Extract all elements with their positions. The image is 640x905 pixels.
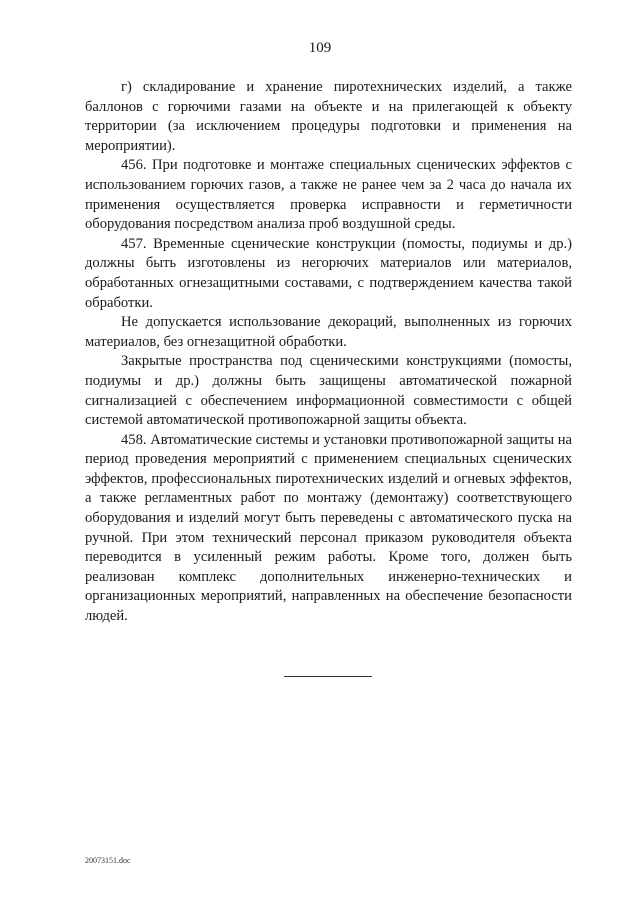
paragraph-closed-spaces: Закрытые пространства под сценическими конструкциями (помосты, подиумы и др.) должны быть защищены автоматической пожарной сигнализацией с обеспечением информационной совместимости с общей системой автоматической противопожарной защиты объекта. xyxy=(85,353,572,429)
document-body xyxy=(85,78,572,627)
paragraph-456: 456. При подготовке и монтаже специальных сценических эффектов с использованием горючих газов, а также не ранее чем за 2 часа до начала их применения осуществляется проверка исправности и герметичности оборудования посредством анализа проб воздушной среды. xyxy=(85,157,572,233)
document-file-id: 20073151.doc xyxy=(85,856,131,865)
paragraph-458: 458. Автоматические системы и установки противопожарной защиты на период проведения мероприятий с применением специальных сценических эффектов, профессиональных пиротехнических изделий и огневых эффектов, а также регламентных работ по монтажу (демонтажу) соответствующего оборудования и изделий могут быть переведены с автоматического пуска на ручной. При этом технический персонал приказом руководителя объекта переводится в усиленный режим работы. Кроме того, должен быть реализован комплекс дополнительных инженерно-технических и организационных мероприятий, направленных на обеспечение безопасности людей. xyxy=(85,431,572,625)
paragraph-decorations: Не допускается использование декораций, выполненных из горючих материалов, без огнезащитной обработки. xyxy=(85,314,572,350)
closing-rule xyxy=(284,676,372,677)
paragraph-item-g: г) складирование и хранение пиротехнических изделий, а также баллонов с горючими газами на объекте и на прилегающей к объекту территории (за исключением процедуры подготовки и применения на мероприятии). xyxy=(85,79,572,154)
paragraph-457: 457. Временные сценические конструкции (помосты, подиумы и др.) должны быть изготовлены из негорючих материалов или материалов, обработанных огнезащитными составами, с подтверждением качества такой обработки. xyxy=(85,235,572,311)
page-number: 109 xyxy=(308,40,332,56)
